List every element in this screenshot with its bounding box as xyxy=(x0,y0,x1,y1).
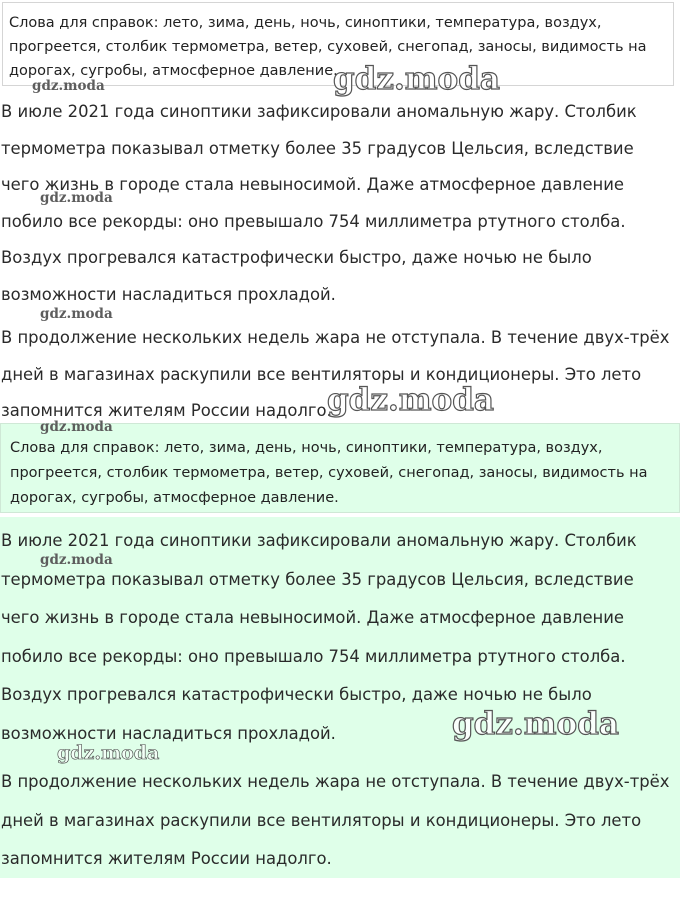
hint-text-bottom: Слова для справок: лето, зима, день, ночь, синоптики, температура, воздух, прогреется, столбик термометра, ветер, суховей, снегопад, заносы, видимость на дорогах, сугробы, атмосферное давление. xyxy=(10,440,648,506)
hint-box-bottom xyxy=(0,423,680,513)
watermark: gdz.moda xyxy=(333,61,500,97)
story-bottom-paragraph-2: В продолжение нескольких недель жара не отступала. В течение двух-трёх дней в магазинах раскупили все вентиляторы и кондиционеры. Это лето запомнится жителям России надолго. xyxy=(1,772,670,868)
hint-text-top: Слова для справок: лето, зима, день, ночь, синоптики, температура, воздух, прогреется, столбик термометра, ветер, суховей, снегопад, заносы, видимость на дорогах, сугробы, атмосферное давление. xyxy=(9,15,647,79)
watermark: gdz.moda xyxy=(327,382,494,418)
story-bottom-paragraph-1: В июле 2021 года синоптики зафиксировали аномальную жару. Столбик термометра показывал отметку более 35 градусов Цельсия, вследствие чего жизнь в городе стала невыносимой. Даже атмосферное давление побило все рекорды: оно превышало 754 миллиметра ртутного столба. Воздух прогревался катастрофически быстро, даже ночью не было возможности насладиться прохладой. xyxy=(1,531,637,743)
watermark: gdz.moda xyxy=(40,190,113,206)
watermark: gdz.moda xyxy=(57,742,160,764)
watermark: gdz.moda xyxy=(40,419,113,435)
story-top-paragraph-2: В продолжение нескольких недель жара не отступала. В течение двух-трёх дней в магазинах раскупили все вентиляторы и кондиционеры. Это лето запомнится жителям России надолго. xyxy=(1,328,670,420)
watermark: gdz.moda xyxy=(40,306,113,322)
story-top-paragraph-1: В июле 2021 года синоптики зафиксировали аномальную жару. Столбик термометра показывал отметку более 35 градусов Цельсия, вследствие чего жизнь в городе стала невыносимой. Даже атмосферное давление побило все рекорды: оно превышало 754 миллиметра ртутного столба. Воздух прогревался катастрофически быстро, даже ночью не было возможности насладиться прохладой. xyxy=(1,102,637,304)
watermark: gdz.moda xyxy=(452,706,619,742)
watermark: gdz.moda xyxy=(32,78,105,94)
watermark: gdz.moda xyxy=(40,552,113,568)
